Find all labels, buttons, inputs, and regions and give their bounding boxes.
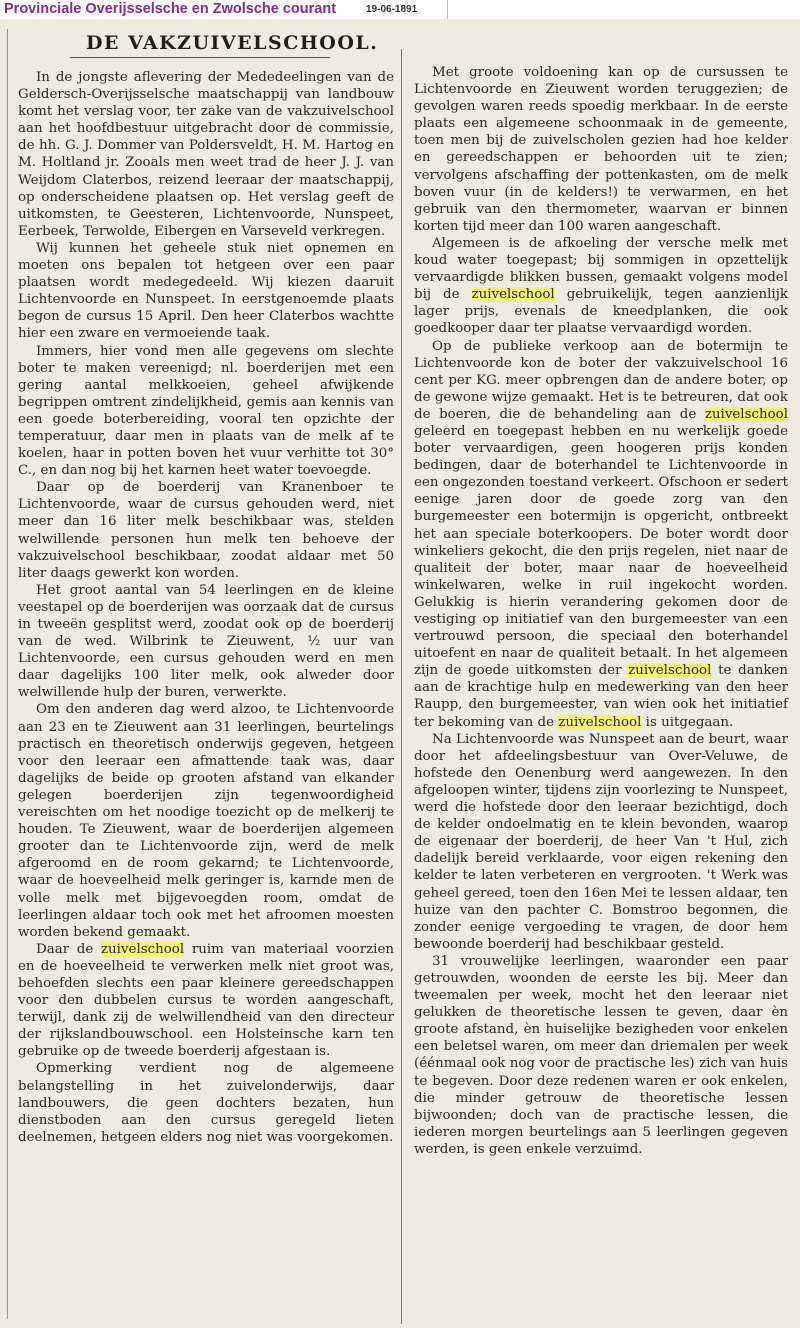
search-hit-highlight: zuivelschool <box>628 663 712 679</box>
article-paragraph: Algemeen is de afkoeling der versche melk met koud water toegepast; bij sommigen in opzettelijk vervaardigde blikken bussen, gemaakt volgens model bij de zuivelschool gebruikelijk, tegen aanzienlijk lager prijs, evenals de kneedplanken, die ook goedkooper daar ter plaatse vervaardigd worden. <box>414 235 793 337</box>
search-hit-highlight: zuivelschool <box>558 714 642 730</box>
article-paragraph: Met groote voldoening kan op de cursussen te Lichtenvoorde en Zieuwent worden teruggezien; de gevolgen waren reeds spoedig merkbaar. In de eerste plaats een algemeene schoonmaak in de gemeente, toen men bij de zuivelscholen gezien had hoe kelder en gereedschappen er behoorden uit te zien; vervolgens afschaffing der pottenkasten, om de melk boven vuur (in de kelders!) te verwarmen, en het gebruik van den thermometer, waarvan er binnen korten tijd meer dan 100 waren aangeschaft. <box>414 65 793 234</box>
newspaper-clipping <box>0 19 800 1328</box>
column-divider <box>401 49 402 1324</box>
title-underline <box>70 57 330 58</box>
article-title: DE VAKZUIVELSCHOOL. <box>86 32 379 54</box>
article-paragraph: Om den anderen dag werd alzoo, te Lichtenvoorde aan 23 en te Zieuwent aan 31 leerlingen, beurtelings practisch en theoretisch onderwijs gegeven, hetgeen voor den leeraar een afmattende taak was, daar dagelijks de beide op grooten afstand van elkander gelegen boerderijen zijn tegenwoordigheid vereischten om het noodige toezicht op de melkerij te houden. Te Zieuwent, waar de boerderijen algemeen grooter dan te Lichtenvoorde zijn, werd de melk afgeroomd en de room gekarnd; te Lichtenvoorde, waar de hoeveelheid melk geringer is, karnde men de volle melk met bijgevoegden room, omdat de leerlingen aldaar toch ook met het afroomen moesten worden bekend gemaakt. <box>18 702 399 940</box>
column-border-left <box>7 29 8 1319</box>
article-paragraph: Daar de zuivelschool ruim van materiaal voorzien en de hoeveelheid te verwerken melk niet groot was, behoefden slechts een paar kleinere gereedschappen voor den dubbelen cursus te worden aangeschaft, terwijl, dank zij de welwillendheid van den directeur der rijkslandbouwschool. een Holsteinsche karn ten gebruike op de tweede boerderij afgestaan is. <box>18 941 399 1060</box>
article-paragraph: Het groot aantal van 54 leerlingen en de kleine veestapel op de boerderijen was oorzaak dat de cursus in tweeën gesplitst werd, zoodat ook op de boerderij van de wed. Wilbrink te Zieuwent, ½ uur van Lichtenvoorde, een cursus gehouden werd en men daar dagelijks 100 liter melk, ook alweder door welwillende hulp der buren, verwerkte. <box>18 582 399 701</box>
article-column-right <box>414 64 793 1158</box>
search-hit-highlight: zuivelschool <box>471 287 555 303</box>
article-column-left <box>18 69 399 1146</box>
clipping-header <box>0 0 448 19</box>
article-paragraph: 31 vrouwelijke leerlingen, waaronder een paar getrouwden, woonden de eerste les bij. Meer dan tweemalen per week, mocht het den leeraar niet gelukken de theoretische lessen te geven, daar èn groote afstand, èn huiselijke bezigheden voor enkelen een beletsel waren, om meer dan driemalen per week (éénmaal ook nog voor de practische les) zich van huis te begeven. Door deze redenen waren er ook enkelen, die minder getrouw de theoretische lessen bijwoonden; doch van de practische lessen, die iederen morgen beurtelings aan 5 leerlingen gegeven werden, is geen enkele verzuimd. <box>414 953 793 1157</box>
article-paragraph: Op de publieke verkoop aan de botermijn te Lichtenvoorde kon de boter der vakzuivelschool 16 cent per KG. meer opbrengen dan de andere boter, op de gewone wijze gemaakt. Het is te betreuren, dat ook de boeren, die de behandeling aan de zuivelschool geleerd en toegepast hebben en nu werkelijk goede boter vervaardigen, geen hoogeren prijs konden bedingen, daar de boterhandel te Lichtenvoorde in een ongezonden toestand verkeert. Ofschoon er sedert eenige jaren door de goede zorg van den burgemeester een botermijn is opgericht, ontbreekt het aan speciale boterkoopers. De boter wordt door winkeliers gekocht, die den prijs regelen, niet naar de qualiteit der boter, maar naar de hoeveelheid winkelwaren, welke in ruil ingekocht worden. Gelukkig is hierin verandering gekomen door de vestiging op initiatief van den burgemeester van een vertrouwd persoon, die speciaal den boterhandel uitoefent en naar de qualiteit betaalt. In het algemeen zijn de goede uitkomsten der zuivelschool te danken aan de krachtige hulp en medewerking van den heer Raupp, den burgemeester, van wien ook het initiatief ter bekoming van de zuivelschool is uitgegaan. <box>414 338 793 730</box>
search-hit-highlight: zuivelschool <box>101 941 185 957</box>
newspaper-name[interactable]: Provinciale Overijsselsche en Zwolsche courant <box>4 1 337 17</box>
article-paragraph: Opmerking verdient nog de algemeene belangstelling in het zuivelonderwijs, daar landbouwers, die geen dochters bezaten, hun dienstboden aan den cursus geregeld lieten deelnemen, hetgeen elders nog niet was voorgekomen. <box>18 1061 399 1145</box>
publication-date: 19-06-1891 <box>366 4 418 15</box>
article-paragraph: Daar op de boerderij van Kranenboer te Lichtenvoorde, waar de cursus gehouden werd, niet meer dan 16 liter melk beschikbaar was, stelden welwillende personen hun melk ten behoeve der vakzuivelschool beschikbaar, zoodat aldaar met 50 liter daags gewerkt kon worden. <box>18 480 399 581</box>
search-hit-highlight: zuivelschool <box>704 406 788 422</box>
article-paragraph: Na Lichtenvoorde was Nunspeet aan de beurt, waar door het afdeelingsbestuur van Over-Veluwe, de hofstede den Oenenburg werd aangewezen. In den afgeloopen winter, tijdens zijn voorlezing te Nunspeet, werd die hofstede door den leeraar bezichtigd, doch de kelder ondoelmatig en te klein bevonden, waarop de eigenaar der boerderij, de heer Van 't Hul, zich dadelijk bereid verklaarde, voor eigen rekening den kelder te laten verbeteren en vergrooten. 't Werk was geheel gereed, toen den 16en Mei te lessen aldaar, ten huize van den pachter C. Bomstroo begonnen, die zonder eenige vergoeding te vragen, de door hem bewoonde boerderij had beschikbaar gesteld. <box>414 731 793 952</box>
article-paragraph: Immers, hier vond men alle gegevens om slechte boter te maken vereenigd; nl. boerderijen met een gering aantal melkkoeien, geheel afwijkende begrippen omtrent zindelijkheid, gemis aan kennis van een goede boterbereiding, vooral ten opzichte der temperatuur, daar men in plaats van de melk af te koelen, haar in potten boven het vuur verhitte tot 30° C., en dan nog bij het karnen heet water toevoegde. <box>18 343 399 479</box>
article-paragraph: Wij kunnen het geheele stuk niet opnemen en moeten ons bepalen tot hetgeen over een paar plaatsen wordt medegedeeld. Wij kiezen daaruit Lichtenvoorde en Nunspeet. In eerstgenoemde plaats begon de cursus 15 April. Den heer Claterbos wachtte hier een zware en vermoeiende taak. <box>18 240 399 342</box>
article-paragraph: In de jongste aflevering der Mededeelingen van de Geldersch-Overijsselsche maatschappij van landbouw komt het verslag voor, ter zake van de vakzuivelschool aan het hoofdbestuur uitgebracht door de commissie, de hh. G. J. Dommer van Poldersveldt, H. M. Hartog en M. Holtland jr. Zooals men weet trad de heer J. J. van Weijdom Claterbos, reizend leeraar der maatschappij, op onderscheidene plaatsen op. Het verslag geeft de uitkomsten, te Geesteren, Lichtenvoorde, Nunspeet, Eerbeek, Terwolde, Eibergen en Varseveld verkregen. <box>18 70 399 239</box>
